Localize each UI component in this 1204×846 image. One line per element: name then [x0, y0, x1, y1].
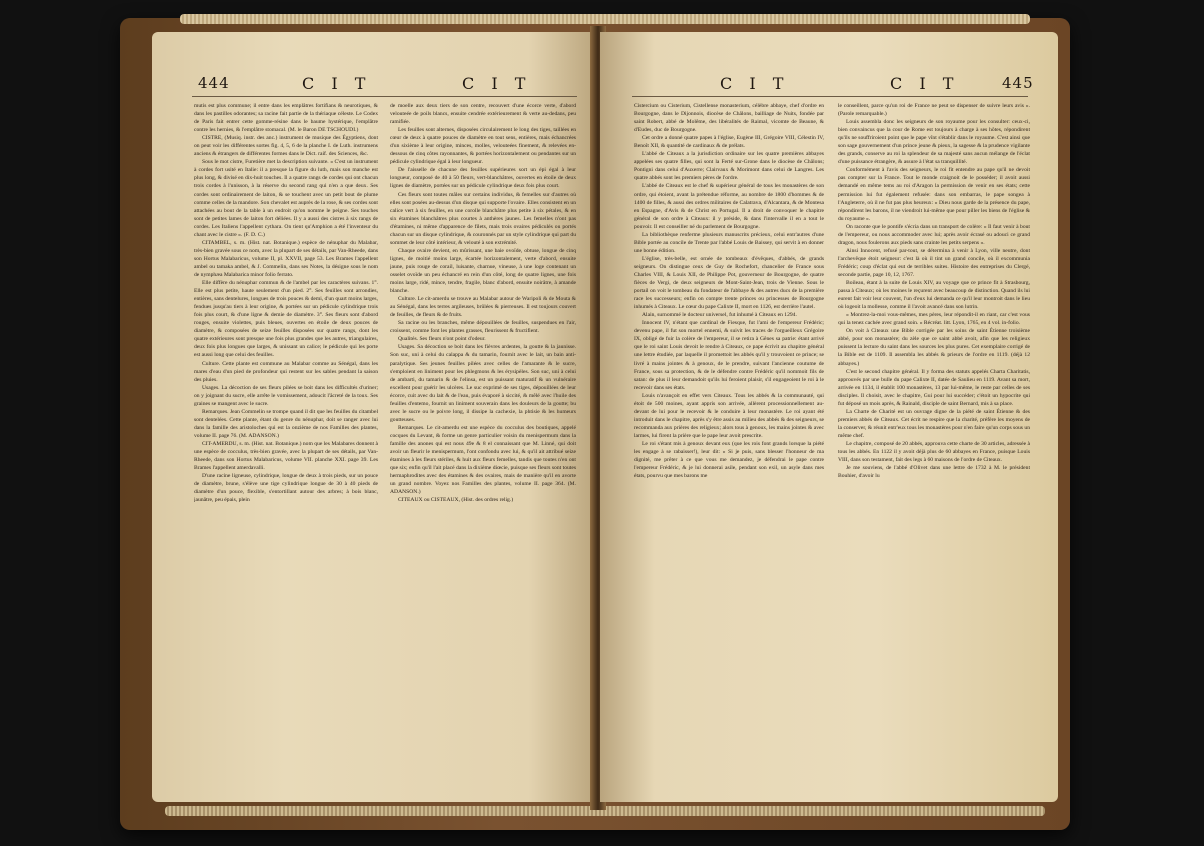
paragraph: On voit à Citeaux une Bible corrigée par les soins de saint Étienne troisième abbé, pour son monastère; du zèle que ce saint abbé avoit, afin que les religieux puissent la lecture du saint dans les sources les plus pures. Cet exemplaire corrigé de la Bible est de 1109. Il assembla les abbés & prieurs de l'ordre en 1119. (déjà 12 abbayes.)	[838, 328, 1030, 367]
left-running-head-2: C I T	[462, 74, 532, 93]
paragraph: de moelle aux deux tiers de son centre, recouvert d'une écorce verte, d'abord velouteée de poils blancs, ensuite cendrée extérieurement & verte au-dedans, peu ramifiée.	[390, 103, 576, 126]
paragraph: Boileau, étant à la suite de Louis XIV, au voyage que ce prince fit à Strasbourg, passa à Citeaux; où les moines le reçurent avec beaucoup de distinction. Quand ils lui eurent fait voir leur couvent, l'un d'eux lui demanda ce qu'il leur montroit dans le lieu où logeoit la mollesse, comme il l'avoit avancé dans son lutrin.	[838, 280, 1030, 311]
paragraph: le conseillent, parce qu'un roi de France ne peut se dispenser de suivre leurs avis ». (Parole remarquable.)	[838, 103, 1030, 118]
left-running-head-1: C I T	[302, 74, 372, 93]
paragraph: Cet ordre a donné quatre papes à l'église, Eugène III, Grégoire VIII, Célestin IV, Benoît XII, & quantité de cardinaux & de prélats.	[634, 135, 824, 150]
paragraph: Innocent IV, n'étant que cardinal de Fiesque, fut l'ami de l'empereur Frédéric; devenu pape, il fut son mortel ennemi, & suivit les traces de l'orgueilleux Grégoire IX, obligé de fuir la colère de l'empereur, il se retira à Gênes sa patrie: étant arrivé que le roi saint Louis devoit le rendre à Citeaux, ce pape écrivit au chapitre général une lettre étudiée, par laquelle il promettoit les abbés qu'il y trouvoient ce prince; se livré à mains jointes & à genoux, de le prendre, suivant l'ancienne coutume de France, sous sa protection, & de le défendre contre Frédéric qu'il nommoit fils de satan: de plus il leur demandoit qu'ils lui feroient plaisir, s'il engageoient le roi à le recevoir dans ses états.	[634, 320, 824, 391]
paragraph: Chaque ovaire devient, en mûrissant, une baie ovoïde, obtuse, longue de cinq lignes, de moitié moins large, écartée horizontalement, verte d'abord, ensuite jaune, puis rouge de corail, luisante, charnue, vineuse, à une loge contenant un osselet ovoïde un peu échancré en rein d'un côté, long de quatre lignes, une fois moins large, ridé, mince, tendre, fragile, blanc d'abord, ensuite noirâtre, à amande blanche.	[390, 247, 576, 295]
paragraph: Sa racine ou les branches, même dépouillées de feuilles, suspendues en l'air, croissent, comme font les plantes grasses, fleurissent & fructifient.	[390, 320, 576, 335]
paragraph: Ainsi Innocent, refusé par-tout, se détermina à venir à Lyon, ville neutre, dont l'archevêque étoit seigneur: c'est là où il tint un grand concile, où il excommunia Frédéric; coup d'éclat qui eut de terribles suites. Histoire des entreprises du Clergé, seconde partie, page 10, 12, 1767.	[838, 247, 1030, 278]
paragraph: Les feuilles sont alternes, disposées circulairement le long des tiges, taillées en cœur de deux à quatre pouces de diamètre en tout sens, entières, mais échancrées d'un sixième à leur origine, minces, molles, velouteées finement, & relevées en-dessous de cinq côtes rayonnantes, & portées horizontalement ou pendantes sur un pédicule cylindrique égal à leur longueur.	[390, 127, 576, 166]
right-page-number: 445	[1002, 74, 1034, 92]
paragraph: L'abbé de Citeaux est le chef & supérieur général de tous les monastères de son ordre, qui étoient, avant la prétendue réforme, au nombre de 1800 d'hommes & de 1400 de filles, & aussi des ordres militaires de Calatrava, d'Alcantara, & de Montesa en Espagne, d'Avis & de Christ en Portugal. Il a droit de convoquer le chapitre général de son ordre à Citeaux: il y préside, & dans l'intervalle il en a tout le pouvoir. Il est conseiller né du parlement de Bourgogne.	[634, 183, 824, 230]
paragraph: L'église, très-belle, est ornée de tombeaux d'évêques, d'abbés, de grands seigneurs. On distingue ceux de Guy de Rochefort, chancelier de France sous Charles VIII, & Louis XII, de Philippe Pot, gouverneur de Bourgogne, de quatre fièces de Vergi, de deux seigneurs de Mont-Saint-Jean, trois de Vienne. Sous le portail on voit le tombeau du fondateur de l'abbaye & des autres ducs de la première race les successeurs; enfin on compte trente princes ou princesses de Bourgogne inhumés à Citeaux. Le cœur du pape Calixte II, mort en 1126, est derrière l'autel.	[634, 255, 824, 311]
paragraph: CIT-AMERDU, s. m. (Hist. nat. Botanique.) nom que les Malabares donnent à une espèce de cocculus, très-bien gravée, avec la plupart de ses détails, par Van-Rheede, dans son Hortus Malabaricus, volume VII. planche XXI. page 39. Les Brames l'appellent amerdavalli.	[194, 440, 378, 472]
paragraph: Le chapitre, composé de 20 abbés, approuva cette charte de 30 articles, adressée à tous les abbés. En 1122 il y avoit déjà plus de 60 abbayes en France, puisque Louis VIII, dans son testament, fait des legs à 60 maisons de l'ordre de Citeaux.	[838, 440, 1030, 464]
paragraph: Sous le mot cistre, Furetière met la description suivante. « C'est un instrument à cordes fort usité en Italie: il a presque la figure du luth, mais son manche est plus long, & divisé en dix-huit touches. Il a quatre rangs de cordes qui ont chacun trois cordes à l'unisson, à la réserve du second rang qui n'en a que deux. Ses cordes sont ordinairement de laiton, & se touchent avec un petit bout de plume comme celles de la mandore. Son chevalet est auprès de la rose, & ses cordes sont attachées au bout de la table à un endroit qu'on nomme le peigne. Ses touches sont de petites lames de laiton fort déliées. Il y a aussi des cistres à six rangs de cordes. Les Italiens l'appellent cythara. On tient qu'Amphion a été l'inventeur du chant avec le cistre ». (F. D. C.)	[194, 159, 378, 238]
paragraph: C'est le second chapitre général. Il y forma des statuts appelés Charta Charitatis, approuvés par une bulle du pape Calixte II, datée de Saulieu en 1119. Avant sa mort, arrivée en 1134, il établit 100 monastères, 13 par lui-même, le reste par celles de ses disciples. Il choisit, avec le chapitre, Gui pour lui succéder; c'étoit un hypocrite qui fut déposé un mois après, & Rainald, disciple de saint Bernard, mis à sa place.	[838, 368, 1030, 407]
left-page-number: 444	[198, 74, 230, 92]
paragraph: La Charte de Charité est un ouvrage digne de la piété de saint Étienne & des premiers abbés de Citeaux. Cet écrit ne respire que la charité, préfère les moyens de la conserver, & réunit entr'eux tous les monastères pour n'en faire qu'un corps sous un même chef.	[838, 408, 1030, 439]
paragraph: CISTRE, (Musiq. instr. des anc.) instrument de musique des Égyptiens, dont on peut voir les différentes sortes fig. 4, 5, 6 de la planche I. de Luth. instrumens anciens & étrangers de différentes formes dans le Dict. raif. des Sciences, &c.	[194, 135, 378, 158]
paragraph: CITAMBEL, s. m. (Hist. nat. Botanique.) espèce de nénuphar du Malabar, très-bien gravée sous ce nom, avec la plupart de ses détails, par Van-Rheede, dans son Hortus Malabaricus, volume II, pl. XXVII, page 53. Les Brames l'appellent ambel ou tamaka ambel, & J. Commelin, dans ses Notes, la désigne sous le nom de nymphæa Malabarica minor folio ferrato.	[194, 239, 378, 278]
paragraph: Le roi s'étant mis à genoux devant eux (que les rois font grands lorsque la piété les engage à se rabaisser!), leur dit: « Si je puis, sans blesser l'honneur de ma dignité, me prêter à ce que vous me demandez, je défendrai le pape contre l'empereur Frédéric, & je lui donnerai asile, pendant son exil, un asyle dans mes états, pourvu que mes barons me	[634, 440, 824, 480]
paragraph: Usages. Sa décoction se boit dans les fièvres ardentes, la goutte & la jaunisse. Son suc, uni à celui du calappa & du tamarin, fournit avec le lait, un bain anti-paralytique. Ses jeunes feuilles pilées avec celles de l'amarante & le sucre, s'emploient en liniment pour les phlegmons & les érysipèles. Son suc, uni à celui de ambarti, du tamarin & de l'elinsa, est un puissant maturatif & un vulnéraire excellent pour guérir les ulcères. Le suc exprimé de ses tiges, dépouillées de leur écorce, cuit avec du lait & de l'eau, puis évaporé à siccité, & mêlé avec l'huile des feuilles d'entemo, fournit un liniment souverain dans les douleurs de la goutte; bu avec le sucre ou le poivre long, il dissipe la cachexie, la phtisie & les humeurs goutteuses.	[390, 344, 576, 423]
paragraph: Ces fleurs sont toutes mâles sur certains individus, & femelles sur d'autres où elles sont posées au-dessus d'un disque qui supporte l'ovaire. Elles consistent en un calice vert à six feuilles, en une corolle blanchâtre plus petite à six pétales, & en six étamines blanchâtres plus courtes à anthères jaunes. Les femelles n'ont pas d'étamines, ni même d'apparence de filets, mais trois ovaires pédiculés ou portés chacun sur un disque cylindrique, & couronnés par un style cylindrique qui part du sommet de leur côté intérieur, & velouté à son extrémité.	[390, 191, 576, 246]
paragraph: Cistercium ou Cisterium, Cistellense monasterium, célèbre abbaye, chef d'ordre en Bourgogne, dans le Dijonnois, diocèse de Châlons, bailliage de Nuits, fondée par saint Robert, abbé de Molême, des libéralités de Raimal, vicomte de Beaune, & d'Eudes, duc de Bourgogne.	[634, 103, 824, 134]
paragraph: Elle diffère du nénuphar commun & de l'ambel par les caractères suivans. 1°. Elle est plus petite, haute seulement d'un pied. 2°. Ses feuilles sont arrondies, entières, sans dentelures, longues de trois pouces & demi, d'un quart moins larges, fendues jusqu'au tiers à leur origine, & portées sur un pédicule cylindrique trois fois plus court, & d'une ligne & demie de diamètre. 3°. Ses fleurs sont d'abord rouges, ensuite violettes, puis bleues, ouvertes en étoile de deux pouces de diamètre, & composées de seize feuilles disposées sur quatre rangs, dont les quatre extérieures sont presque une fois plus grandes que les autres, triangulaires, deux fois plus longues que larges, & unissant un calice; le pédicule qui les porte est aussi long que celui des feuilles.	[194, 280, 378, 359]
paragraph: D'une racine ligneuse, cylindrique, longue de deux à trois pieds, sur un pouce de diamètre, brune, s'élève une tige cylindrique longue de 30 à 40 pieds de diamètre d'un pouce, flexible, s'entortillant autour des arbres; à bois blanc, jaunâtre, peu épais, plein	[194, 473, 378, 504]
right-running-head-1: C I T	[720, 74, 790, 93]
paragraph: Qualités. Ses fleurs n'ont point d'odeur.	[398, 336, 486, 343]
paragraph: L'abbé de Citeaux a la jurisdiction ordinaire sur les quatre premières abbayes appelées ses quatre filles, qui sont la Ferté sur-Grone dans le diocèse de Châlons; Pontigni dans celui d'Auxerre; Clairvaux & Morimont dans celui de Langres. Les quatre abbés sont les premiers pères de l'ordre.	[634, 151, 824, 182]
right-running-head-2: C I T	[890, 74, 960, 93]
paragraph: Conformément à l'avis des seigneurs, le roi fit entendre au pape qu'il ne devoit pas compter sur la France. Tout le monde craignoit de le posséder; il avoit aussi demandé en même tems au roi d'Aragon la permission de venir en ses états; cette permission lui fut également refusée: dans son embarras, le pape songea à l'Angleterre, où il ne fut pas plus heureux: « Dieu nous garde de la présence du pape, répondirent les barons, il ne viendroit lui-même que pour piller les biens de l'église & du royaume ».	[838, 167, 1030, 222]
paragraph: Je me souviens, de l'abbé d'Olivet dans une lettre de 1732 à M. le président Bouhier, d'avoir lu	[838, 465, 1030, 480]
paragraph: On raconte que le pontife s'écria dans un transport de colère: « Il faut venir à bout de l'empereur, ou nous accommoder avec lui; après avoir écrasé ou adouci ce grand dragon, nous foulerons aux pieds sans crainte les petits serpens ».	[838, 223, 1030, 246]
paragraph: Culture. Cette plante est commune au Malabar comme au Sénégal, dans les mares d'eau d'un pied de profondeur qui restent sur les sables pendant la saison des pluies.	[194, 360, 378, 383]
left-header-rule	[192, 96, 577, 97]
right-column-2	[838, 102, 1030, 792]
paragraph: Remarques. Jean Commelin se trompe quand il dit que les feuilles du citambel sont dentelées. Cette plante, étant du genre du nénuphar, doit se ranger avec lui dans la famille des aristoloches qui est la onzième de nos Familles des plantes, volume II. page 76. (M. ADANSON.)	[194, 408, 378, 439]
paragraph: CITEAUX ou CISTEAUX, (Hist. des ordres relig.)	[398, 497, 514, 504]
left-column-1	[194, 102, 378, 792]
paragraph: Alain, surnommé le docteur universel, fut inhumé à Citeaux en 1294.	[642, 312, 797, 319]
paragraph: Louis assembla donc les seigneurs de son royaume pour les consulter: ceux-ci, bien convaincus que la cour de Rome est toujours à charge à ses hôtes, répondirent qu'ils ne souffriroient point que le pape vînt s'établir dans le royaume. C'est ainsi que son sage gouvernement d'un prince jeune & pieux, la sagesse & la prudence vigilante des grands, conserve au roi la splendeur de sa majesté sans aucun mélange de l'éclat d'une puissance étrangère, & assure à l'état sa tranquillité.	[838, 119, 1030, 166]
paragraph: Louis n'avançoit en effet vers Citeaux. Tous les abbés & la communauté, qui étoit de 500 moines, ayant appris son arrivée, allèrent processionnellement au-devant de lui pour le recevoir & le conduire à leur monastère. Le roi ayant été introduit dans le chapitre, après s'y être assis au milieu des abbés & des seigneurs, se recommanda aux prières des religieux; alors tous à genoux, les mains jointes & avec larmes, lui firent la prière que le pape leur avoit prescrite.	[634, 392, 824, 439]
paragraph: Culture. Le cit-amerdu se trouve au Malabar autour de Waripoli & de Mouta & au Sénégal, dans les terres argileuses, brûlées & pierreuses. Il est toujours couvert de feuilles, de fleurs & de fruits.	[390, 296, 576, 319]
page-edges-top	[180, 14, 1030, 24]
paragraph: « Montrez-la-moi vous-mêmes, mes pères, leur répondit-il en riant, car c'est vous qui la tenez cachée avec grand soin. » Récréat. litt. Lyon, 1765, en 4 vol. in-folio.	[838, 312, 1030, 327]
right-column-1	[634, 102, 824, 792]
paragraph: La bibliothèque renferme plusieurs manuscrits précieux, celui entr'autres d'une Bible portée au concile de Trente par l'abbé Louis de Baissey, qui servit à en donner une bonne édition.	[634, 231, 824, 254]
paragraph: Remarques. Le cit-amerdu est une espèce du cocculus des boutiques, appelé cocques du Levant, & forme un genre particulier voisin du menispermum dans la famille des anones qui est nous 49e & 8 el connaissant que M. Linné, qui doit avoir un fleurir le menispermum, l'ont confondu avec lui, & qu'il ait attribué seize étamines à les fleurs stériles, & huit aux fleurs femelles, tandis que toutes n'en ont que six; enfin qu'il l'ait placé dans la dixième diœcie, puisque ses fleurs sont toutes hermaphrodites avec des étamines & des ovaires, mais de manière qu'il en avorte un grand nombre. Voyez nos Familles des plantes, volume II. page 364. (M. ADANSON.)	[390, 424, 576, 496]
right-page	[600, 32, 1058, 802]
paragraph: De l'aisselle de chacune des feuilles supérieures sort un épi égal à leur longueur, composé de 40 à 50 fleurs, vert-blanchâtres, ouvertes en étoile de deux lignes de diamètre, portées sur un pédicule cylindrique deux fois plus court.	[390, 167, 576, 190]
paragraph: mutis est plus commune; il entre dans les emplâtres fortifians & neurotiques, & dans les pastilles odorantes; sa racine fait partie de la thériaque céleste. Le Codex de Paris fait entrer cette gomme-résine dans le baume hystérique, l'emplâtre contre les hernies, & l'emplâtre stomacal. (M. le Baron DE TSCHOUDI.)	[194, 103, 378, 134]
right-header-rule	[632, 96, 1028, 97]
left-column-2	[390, 102, 576, 792]
paragraph: Usages. La décoction de ses fleurs pilées se boit dans les difficultés d'uriner; on y joignant du sucre, elle arrête le vomissement, adoucit l'âcreté de la toux. Ses graines se mangent avec le sucre.	[194, 384, 378, 407]
left-page	[152, 32, 595, 802]
